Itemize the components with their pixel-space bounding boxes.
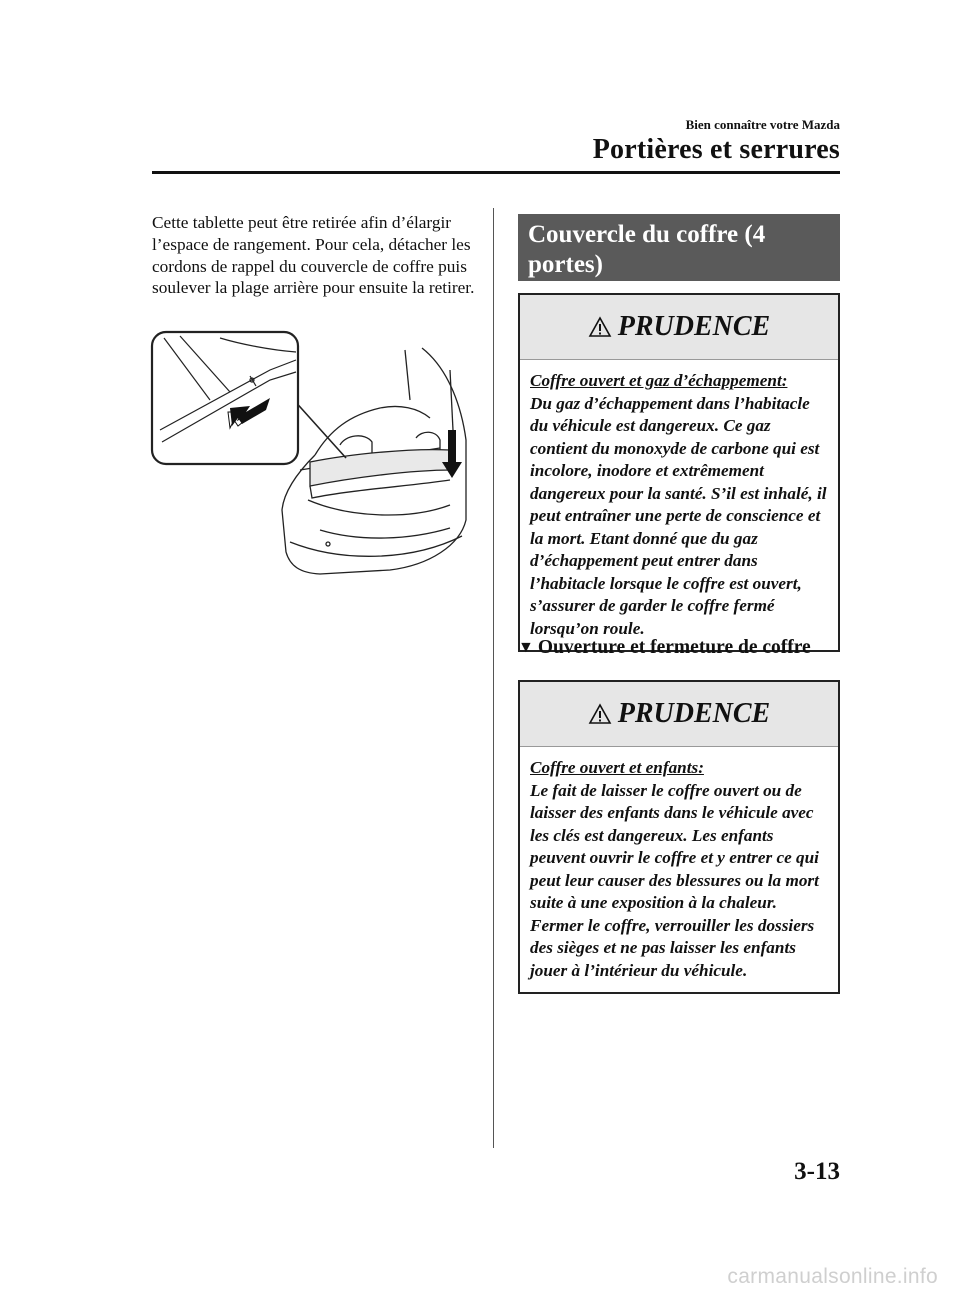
caution-header [520, 682, 838, 747]
triangle-marker-icon: ▼ [518, 639, 534, 656]
header-divider [152, 171, 840, 174]
caution-lead: Coffre ouvert et gaz d’échappement: [530, 371, 788, 390]
page-number: 3-13 [794, 1158, 840, 1185]
warning-triangle-icon [588, 316, 612, 338]
caution-text: Du gaz d’échappement dans l’habitacle du véhicule est dangereux. Ce gaz contient du monoxyde de carbone qui est incolore, inodore et extrêmement dangereux pour la santé. S’il est inhalé, il peut entraîner une perte de conscience et la mort. Etant donné que du gaz d’échappement peut entrer dans l’habitacle lorsque le coffre est ouvert, s’assurer de garder le coffre fermé lorsqu’on roule. [530, 393, 827, 638]
section-banner: Couvercle du coffre (4 portes) [518, 214, 840, 281]
caution-header [520, 295, 838, 360]
caution-text: Le fait de laisser le coffre ouvert ou de laisser des enfants dans le véhicule avec les clés est dangereux. Les enfants peuvent ouvrir le coffre et y entrer ce qui peut leur causer des blessures ou la mort suite à une exposition à la chaleur. Fermer le coffre, verrouiller les dossiers des sièges et ne pas laisser les enfants jouer à l’intérieur du véhicule. [530, 780, 819, 980]
caution-body [520, 747, 838, 992]
caution-title: PRUDENCE [617, 698, 771, 729]
subsection-title: Ouverture et fermeture de coffre [537, 637, 811, 658]
intro-paragraph [152, 212, 482, 299]
column-divider [493, 208, 494, 1148]
caution-box-exhaust [518, 293, 840, 652]
paragraph-text: Cette tablette peut être retirée afin d’élargir l’espace de rangement. Pour cela, détacher les cordons de rappel du couvercle de coffre puis soulever la plage arrière pour ensuite la retirer. [152, 213, 475, 298]
tonneau-cover-illustration [150, 330, 468, 580]
page-title: Portières et serrures [592, 134, 840, 165]
caution-lead: Coffre ouvert et enfants: [530, 758, 704, 777]
watermark: carmanualsonline.info [727, 1265, 938, 1288]
caution-title: PRUDENCE [617, 311, 771, 342]
warning-triangle-icon [588, 703, 612, 725]
section-subtitle: Bien connaître votre Mazda [685, 117, 840, 132]
caution-box-children [518, 680, 840, 994]
inset-detail [152, 332, 298, 464]
subsection-heading [518, 637, 811, 659]
caution-body [520, 360, 838, 650]
